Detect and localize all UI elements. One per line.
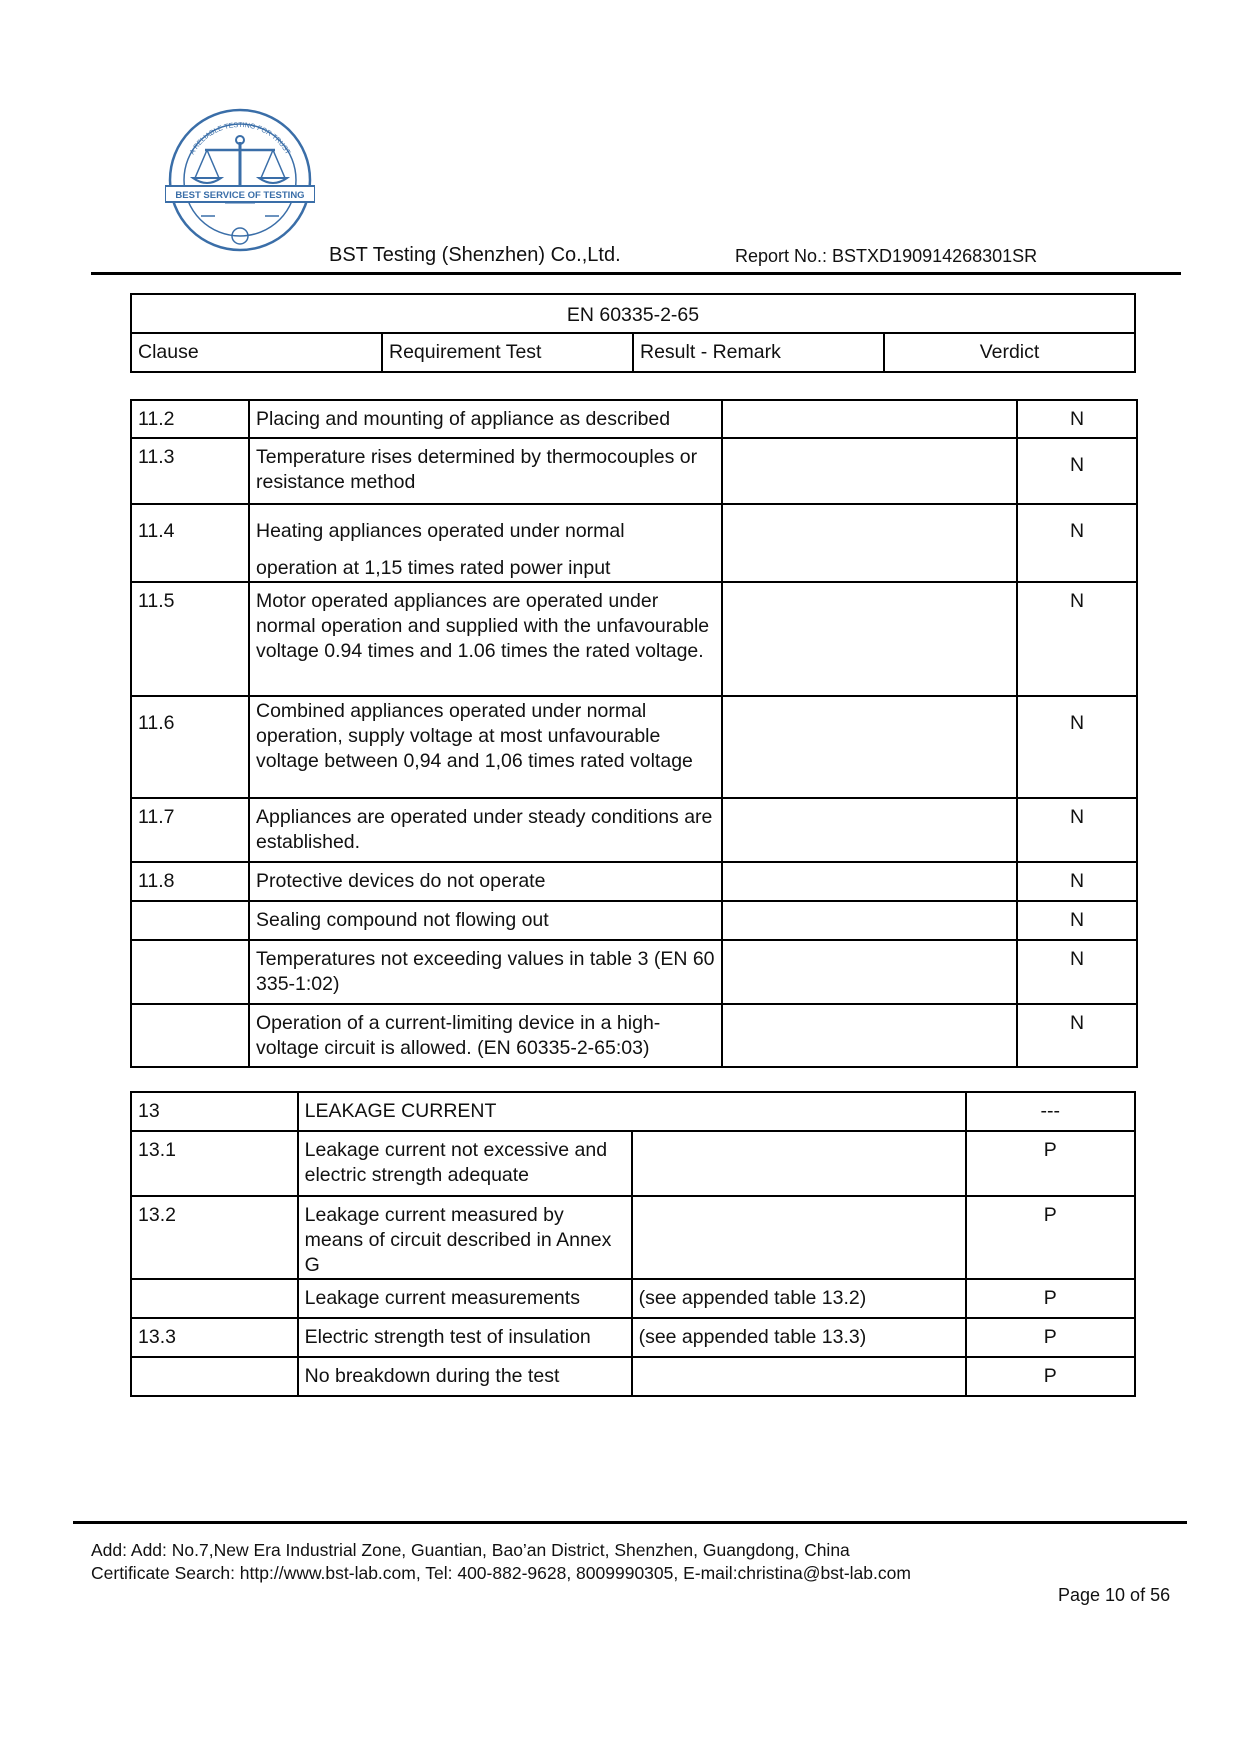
verdict-cell: N <box>1017 400 1137 438</box>
standard-header-table <box>130 293 1136 373</box>
clause-cell: 13.3 <box>131 1318 298 1357</box>
table-row <box>131 1279 1135 1318</box>
requirement-cell: Combined appliances operated under normal operation, supply voltage at most unfavourable voltage between 0,94 and 1,06 times rated voltage <box>249 696 722 798</box>
requirement-cell: Sealing compound not flowing out <box>249 901 722 940</box>
verdict-cell: N <box>1017 798 1137 862</box>
table-row <box>131 504 1137 582</box>
verdict-cell: P <box>966 1318 1135 1357</box>
result-cell <box>722 1004 1017 1067</box>
requirement-cell: Temperature rises determined by thermocouples or resistance method <box>249 438 722 504</box>
result-cell <box>722 582 1017 696</box>
requirement-line: Heating appliances operated under normal <box>256 520 625 542</box>
footer-address: Add: Add: No.7,New Era Industrial Zone, Guantian, Bao’an District, Shenzhen, Guangdong, China <box>91 1540 850 1560</box>
clause-cell <box>131 1279 298 1318</box>
clause-cell: 13.1 <box>131 1131 298 1196</box>
clause-cell <box>131 940 249 1004</box>
verdict-cell: N <box>1017 696 1137 798</box>
section-heading-row <box>131 1092 1135 1131</box>
col-header-clause: Clause <box>131 333 382 372</box>
table-row <box>131 1196 1135 1279</box>
requirement-line: operation at 1,15 times rated power input <box>256 557 611 579</box>
clause-cell: 13.2 <box>131 1196 298 1279</box>
requirement-cell: Protective devices do not operate <box>249 862 722 901</box>
requirement-cell: Electric strength test of insulation <box>298 1318 632 1357</box>
requirement-cell: Leakage current measurements <box>298 1279 632 1318</box>
clause-cell <box>131 1357 298 1396</box>
result-cell <box>722 798 1017 862</box>
clause-cell: 11.5 <box>131 582 249 696</box>
result-cell <box>632 1131 966 1196</box>
result-cell <box>722 901 1017 940</box>
footer-divider <box>73 1521 1187 1524</box>
clause-cell: 11.6 <box>131 696 249 798</box>
table-row <box>131 696 1137 798</box>
requirement-cell: Leakage current measured by means of circuit described in Annex G <box>298 1196 632 1279</box>
footer-certificate-contact: Certificate Search: http://www.bst-lab.com, Tel: 400-882-9628, 8009990305, E-mail:christina@bst-lab.com <box>91 1563 911 1583</box>
table-row <box>131 438 1137 504</box>
requirement-cell: No breakdown during the test <box>298 1357 632 1396</box>
verdict-cell: P <box>966 1196 1135 1279</box>
requirement-cell: Temperatures not exceeding values in table 3 (EN 60 335-1:02) <box>249 940 722 1004</box>
clause-cell: 11.8 <box>131 862 249 901</box>
result-cell: (see appended table 13.3) <box>632 1318 966 1357</box>
col-header-result: Result - Remark <box>633 333 884 372</box>
verdict-cell: N <box>1017 504 1137 582</box>
result-cell <box>722 438 1017 504</box>
company-logo <box>165 108 315 258</box>
table-row <box>131 400 1137 438</box>
table-row <box>131 862 1137 901</box>
table-row <box>131 1004 1137 1067</box>
requirement-cell: Motor operated appliances are operated under normal operation and supplied with the unfavourable voltage 0.94 times and 1.06 times the rated voltage. <box>249 582 722 696</box>
section-13-table <box>130 1091 1136 1397</box>
clause-cell: 11.2 <box>131 400 249 438</box>
scales-of-justice-seal-icon <box>165 108 315 258</box>
table-row <box>131 901 1137 940</box>
table-row <box>131 940 1137 1004</box>
clause-cell: 13 <box>131 1092 298 1131</box>
verdict-cell: N <box>1017 582 1137 696</box>
page-number: Page 10 of 56 <box>1058 1585 1171 1605</box>
verdict-cell: P <box>966 1131 1135 1196</box>
requirement-cell: Operation of a current-limiting device in a high-voltage circuit is allowed. (EN 60335-2-65:03) <box>249 1004 722 1067</box>
verdict-cell: N <box>1017 940 1137 1004</box>
requirement-cell <box>249 504 722 582</box>
table-row <box>131 1318 1135 1357</box>
result-cell <box>722 504 1017 582</box>
result-cell: (see appended table 13.2) <box>632 1279 966 1318</box>
clause-cell: 11.3 <box>131 438 249 504</box>
clause-cell <box>131 901 249 940</box>
verdict-cell: N <box>1017 901 1137 940</box>
result-cell <box>722 862 1017 901</box>
clause-cell <box>131 1004 249 1067</box>
company-name: BST Testing (Shenzhen) Co.,Ltd. <box>329 244 621 266</box>
svg-text:A RELIABLE TESTING FOR TRUST: A RELIABLE TESTING FOR TRUST <box>188 121 292 156</box>
section-title: LEAKAGE CURRENT <box>298 1092 966 1131</box>
table-row <box>131 582 1137 696</box>
verdict-cell: P <box>966 1279 1135 1318</box>
clause-cell: 11.4 <box>131 504 249 582</box>
requirement-cell: Appliances are operated under steady conditions are established. <box>249 798 722 862</box>
table-row <box>131 1131 1135 1196</box>
verdict-cell: N <box>1017 862 1137 901</box>
report-number: Report No.: BSTXD190914268301SR <box>735 246 1038 266</box>
result-cell <box>722 696 1017 798</box>
verdict-cell: N <box>1017 1004 1137 1067</box>
header-divider <box>91 272 1181 275</box>
clause-cell: 11.7 <box>131 798 249 862</box>
result-cell <box>632 1357 966 1396</box>
result-cell <box>632 1196 966 1279</box>
col-header-verdict: Verdict <box>884 333 1135 372</box>
verdict-cell: N <box>1017 438 1137 504</box>
svg-text:BEST SERVICE OF TESTING: BEST SERVICE OF TESTING <box>175 190 305 201</box>
table-row <box>131 798 1137 862</box>
col-header-requirement: Requirement Test <box>382 333 633 372</box>
section-11-table <box>130 399 1138 1068</box>
result-cell <box>722 940 1017 1004</box>
standard-title: EN 60335-2-65 <box>131 294 1135 333</box>
requirement-cell: Placing and mounting of appliance as described <box>249 400 722 438</box>
result-cell <box>722 400 1017 438</box>
requirement-cell: Leakage current not excessive and electric strength adequate <box>298 1131 632 1196</box>
table-row <box>131 1357 1135 1396</box>
verdict-cell: P <box>966 1357 1135 1396</box>
verdict-cell: --- <box>966 1092 1135 1131</box>
